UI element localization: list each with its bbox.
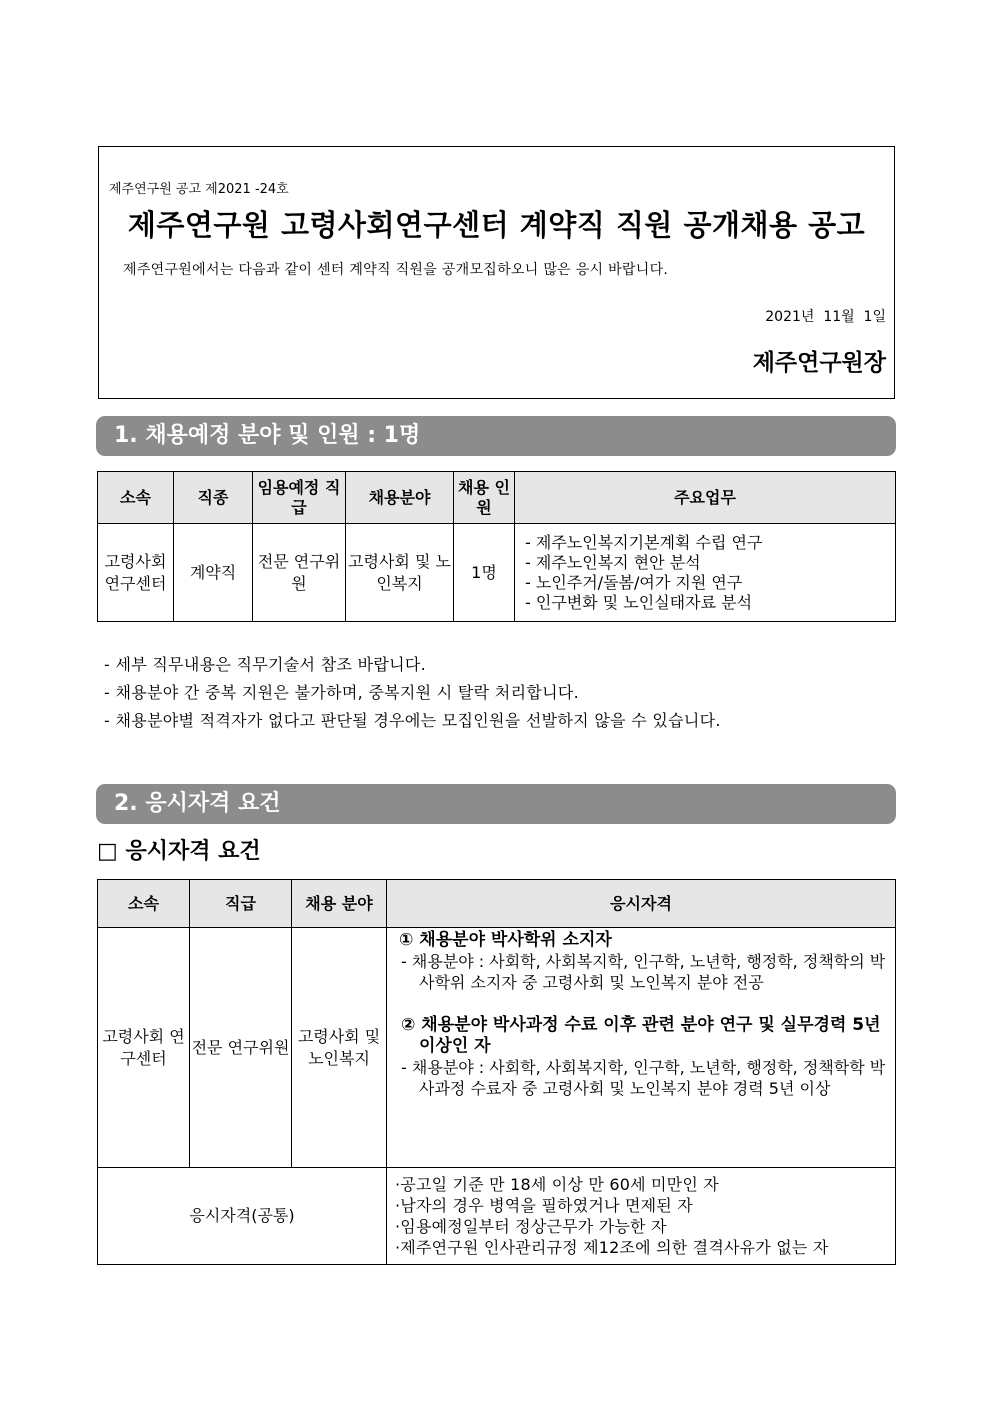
cell-field: 고령사회 및 노인복지 (292, 928, 387, 1168)
header-grade: 임용예정 직급 (253, 472, 346, 524)
table-header-row (98, 880, 896, 928)
notice-signer: 제주연구원장 (752, 350, 886, 376)
notice-title: 제주연구원 고령사회연구센터 계약직 직원 공개채용 공고 (127, 208, 866, 242)
common-item: ·제주연구원 인사관리규정 제12조에 의한 결격사유가 없는 자 (395, 1238, 829, 1257)
header-qualification: 응시자격 (387, 880, 896, 928)
header-job-type: 직종 (174, 472, 253, 524)
cell-grade: 전문 연구위원 (253, 524, 346, 622)
header-field: 채용분야 (346, 472, 454, 524)
table-row (98, 928, 896, 1168)
notice-box (98, 146, 895, 399)
cell-common-items (387, 1168, 896, 1265)
cell-count: 1명 (454, 524, 515, 622)
notice-lead: 제주연구원에서는 다음과 같이 센터 계약직 직원을 공개모집하오니 많은 응시 바랍니다. (123, 262, 669, 278)
header-grade: 직급 (190, 880, 292, 928)
section2-heading: 2. 응시자격 요건 (96, 784, 896, 824)
note-item: - 채용분야 간 중복 지원은 불가하며, 중복지원 시 탈락 처리합니다. (104, 683, 579, 702)
note-item: - 채용분야별 적격자가 없다고 판단될 경우에는 모집인원을 선발하지 않을 수 있습니다. (104, 711, 721, 730)
table-row (98, 1168, 896, 1265)
qualification-table (97, 879, 896, 1265)
header-duties: 주요업무 (515, 472, 896, 524)
qualification-1-detail: - 채용분야 : 사회학, 사회복지학, 인구학, 노년학, 행정학, 정책학의 박사학위 소지자 중 고령사회 및 노인복지 분야 전공 (401, 952, 886, 992)
note-item: - 세부 직무내용은 직무기술서 참조 바랍니다. (104, 655, 426, 674)
notice-date: 2021년 11월 1일 (765, 309, 886, 325)
header-count: 채용 인원 (454, 472, 515, 524)
common-item: ·임용예정일부터 정상근무가 가능한 자 (395, 1217, 667, 1236)
duty-item: - 제주노인복지 현안 분석 (525, 552, 701, 572)
qualification-2-detail: - 채용분야 : 사회학, 사회복지학, 인구학, 노년학, 행정학, 정책학학 박사과정 수료자 중 고령사회 및 노인복지 분야 경력 5년 이상 (401, 1058, 886, 1098)
cell-common-label: 응시자격(공통) (98, 1168, 387, 1265)
header-affiliation: 소속 (98, 472, 174, 524)
cell-grade: 전문 연구위원 (190, 928, 292, 1168)
header-field: 채용 분야 (292, 880, 387, 928)
qualification-1-title: ① 채용분야 박사학위 소지자 (399, 930, 612, 950)
duty-item: - 노인주거/돌봄/여가 지원 연구 (525, 572, 743, 592)
table-header-row (98, 472, 896, 524)
common-item: ·남자의 경우 병역을 필하였거나 면제된 자 (395, 1196, 693, 1215)
common-item: ·공고일 기준 만 18세 이상 만 60세 미만인 자 (395, 1175, 719, 1194)
cell-qualification (387, 928, 896, 1168)
section1-notes (104, 651, 721, 735)
cell-affiliation: 고령사회 연구센터 (98, 928, 190, 1168)
table-row (98, 524, 896, 622)
header-affiliation: 소속 (98, 880, 190, 928)
duty-item: - 제주노인복지기본계획 수립 연구 (525, 532, 763, 552)
duty-item: - 인구변화 및 노인실태자료 분석 (525, 592, 753, 612)
cell-duties (515, 524, 896, 622)
qualification-2-title: ② 채용분야 박사과정 수료 이후 관련 분야 연구 및 실무경력 5년 이상인 자 (401, 1015, 881, 1056)
notice-number: 제주연구원 공고 제2021 -24호 (109, 182, 289, 197)
cell-affiliation: 고령사회 연구센터 (98, 524, 174, 622)
cell-field: 고령사회 및 노인복지 (346, 524, 454, 622)
section1-heading: 1. 채용예정 분야 및 인원 : 1명 (96, 416, 896, 456)
recruitment-table (97, 471, 896, 622)
cell-job-type: 계약직 (174, 524, 253, 622)
section2-subheading: □ 응시자격 요건 (97, 839, 261, 864)
